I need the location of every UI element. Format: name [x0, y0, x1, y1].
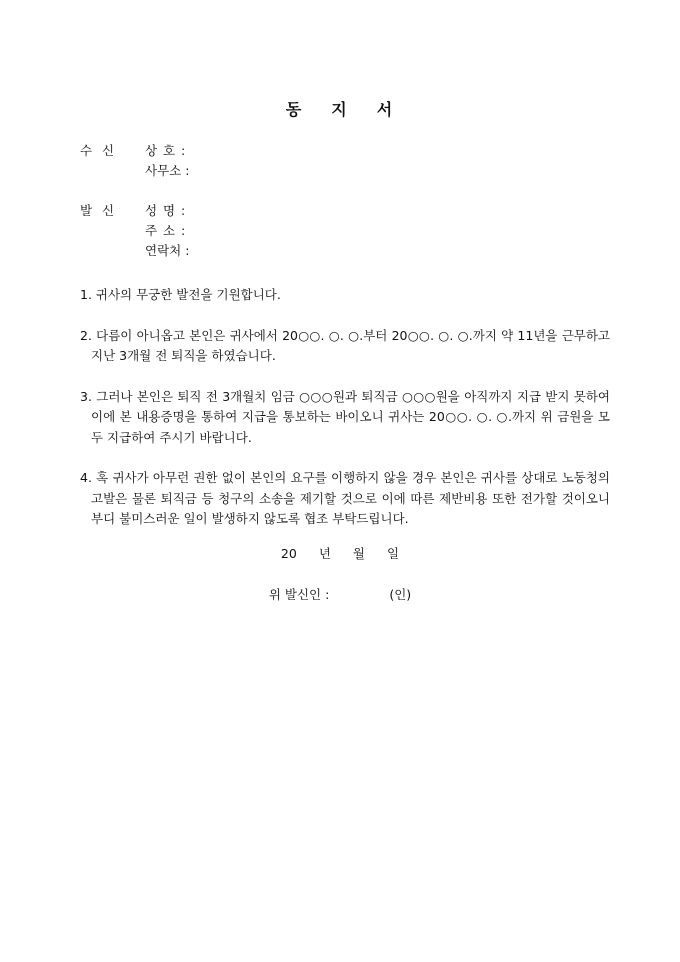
body-item: 1. 귀사의 무궁한 발전을 기원합니다. — [80, 287, 281, 302]
recipient-label: 수 신 — [80, 143, 115, 158]
signature-line — [0, 585, 680, 603]
signature-seal: (인) — [389, 587, 412, 602]
sender-name-field: 성 명 : — [145, 203, 186, 218]
recipient-company-field: 상 호 : — [145, 143, 186, 158]
body-item: 3. 그러나 본인은 퇴직 전 3개월치 임금 ○○○원과 퇴직금 ○○○원을 아직까지 지급 받지 못하여 이에 본 내용증명을 통하여 지급을 통보하는 바이오니 귀사는 20○○. ○. ○.까지 위 금원을 모두 지급하여 주시기 바랍니다. — [80, 388, 610, 445]
sender-label: 발 신 — [80, 203, 115, 218]
title-char: 지 — [331, 100, 349, 119]
body-item: 2. 다름이 아니옵고 본인은 귀사에서 20○○. ○. ○.부터 20○○. ○. ○.까지 약 11년을 근무하고 지난 3개월 전 퇴직을 하였습니다. — [80, 327, 610, 363]
title-char: 서 — [376, 100, 395, 119]
signature-label: 위 발신인 : — [268, 587, 330, 602]
recipient-office-field: 사무소 : — [145, 163, 190, 178]
date-line: 20 년 월 일 — [280, 546, 400, 561]
document-title — [0, 97, 680, 120]
body-item: 4. 혹 귀사가 아무런 권한 없이 본인의 요구를 이행하지 않을 경우 본인은 귀사를 상대로 노동청의 고발은 물론 퇴직금 등 청구의 소송을 제기할 것으로 이에 따른 제반비용 또한 전가할 것이오니 부디 불미스러운 일이 발생하지 않도록 협조 부탁드립니다. — [80, 470, 610, 526]
sender-contact-field: 연락처 : — [145, 243, 190, 258]
body-items — [80, 285, 610, 550]
sender-address-field: 주 소 : — [145, 223, 186, 238]
title-char: 동 — [285, 100, 304, 119]
